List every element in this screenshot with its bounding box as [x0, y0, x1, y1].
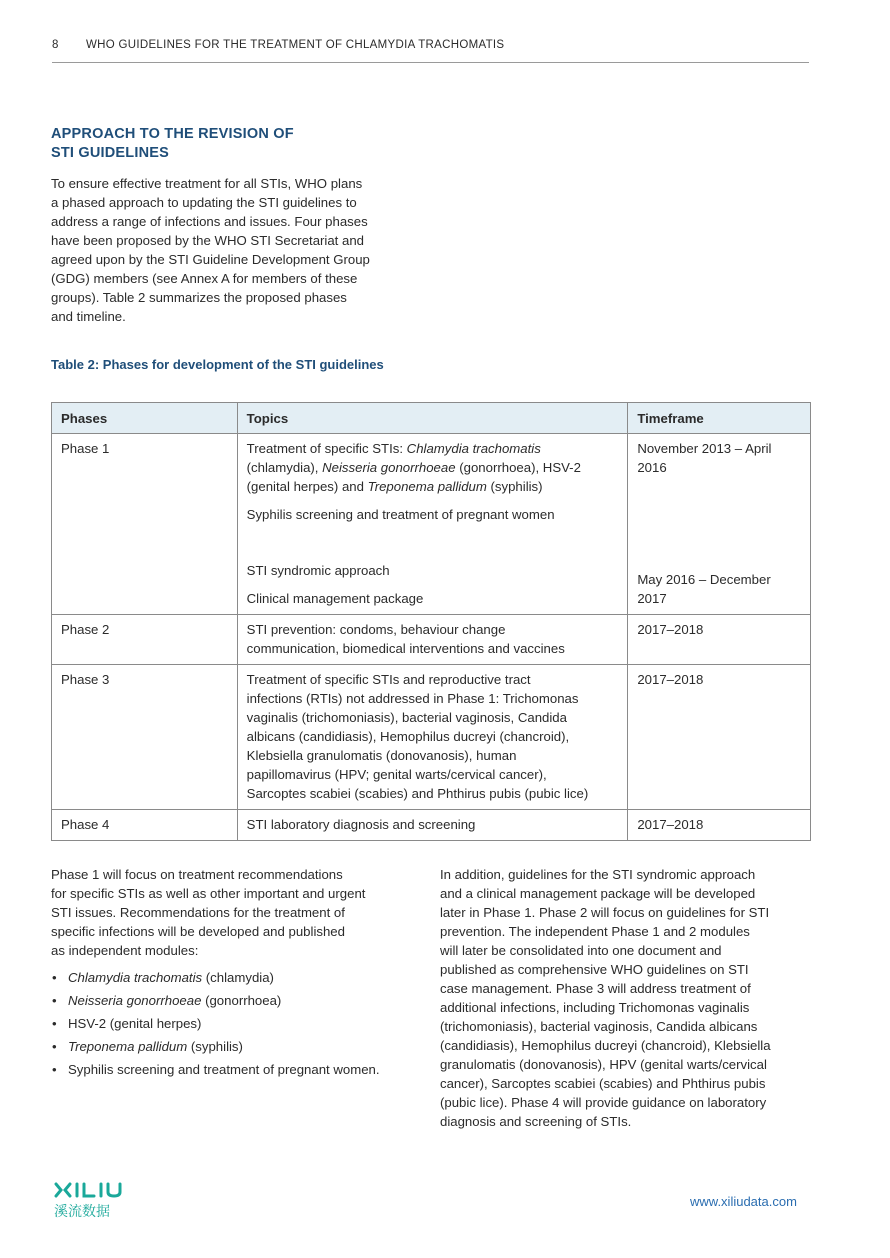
intro-line: have been proposed by the WHO STI Secretariat and: [51, 233, 365, 248]
topic-cell: [237, 615, 628, 665]
phase-cell: Phase 1: [52, 434, 238, 615]
table-row: [52, 810, 811, 841]
topic-text: Treatment of specific STIs:: [246, 441, 407, 456]
table-header-row: [52, 403, 811, 434]
body-line: diagnosis and screening of STIs.: [440, 1114, 632, 1129]
body-line: specific infections will be developed and published: [51, 924, 345, 939]
left-column: [51, 865, 431, 1083]
section-title: [51, 125, 391, 163]
topic-text: (gonorrhoea), HSV-2: [455, 460, 581, 475]
species-name: Treponema pallidum: [68, 1039, 188, 1054]
body-line: later in Phase 1. Phase 2 will focus on guidelines for STI: [440, 905, 770, 920]
body-line: as independent modules:: [51, 943, 199, 958]
body-line: published as comprehensive WHO guidelines on STI: [440, 962, 749, 977]
body-line: (trichomoniasis), bacterial vaginosis, Candida albicans: [440, 1019, 758, 1034]
species-name: Chlamydia trachomatis: [406, 441, 541, 456]
topic-line: Clinical management package: [246, 591, 424, 606]
logo-cn-text: 溪流数据: [54, 1204, 110, 1220]
header-divider: [52, 62, 809, 63]
species-name: Treponema pallidum: [367, 479, 487, 494]
intro-line: and timeline.: [51, 309, 126, 324]
module-list: [51, 968, 431, 1079]
intro-line: To ensure effective treatment for all STIs, WHO plans: [51, 176, 363, 191]
phases-table: [51, 402, 811, 841]
list-item: [51, 968, 431, 987]
topic-text: (genital herpes) and: [246, 479, 368, 494]
body-line: (candidiasis), Hemophilus ducreyi (chancroid), Klebsiella: [440, 1038, 771, 1053]
body-line: cancer), Sarcoptes scabiei (scabies) and Phthirus pubis: [440, 1076, 766, 1091]
intro-line: groups). Table 2 summarizes the proposed phases: [51, 290, 347, 305]
table-caption: Table 2: Phases for development of the STI guidelines: [51, 357, 384, 372]
species-name: Neisseria gonorrhoeae: [68, 993, 202, 1008]
list-item-text: (gonorrhoea): [201, 993, 282, 1008]
timeframe-cell: 2017–2018: [628, 810, 811, 841]
header-timeframe: Timeframe: [628, 403, 811, 434]
timeframe-cell: [628, 434, 811, 615]
phase-cell: Phase 4: [52, 810, 238, 841]
topic-line: Klebsiella granulomatis (donovanosis), human: [246, 748, 517, 763]
page-number: 8: [52, 39, 59, 51]
logo-mark-icon: [52, 1176, 142, 1220]
body-line: granulomatis (donovanosis), HPV (genital warts/cervical: [440, 1057, 767, 1072]
topic-line: Syphilis screening and treatment of pregnant women: [246, 507, 555, 522]
right-column: [440, 865, 812, 1131]
topic-line: [247, 439, 619, 458]
list-item-text: (syphilis): [187, 1039, 243, 1054]
intro-paragraph: [51, 174, 411, 326]
header-phases: Phases: [52, 403, 238, 434]
list-item: [51, 1060, 431, 1079]
intro-line: address a range of infections and issues. Four phases: [51, 214, 368, 229]
running-title: WHO GUIDELINES FOR THE TREATMENT OF CHLAMYDIA TRACHOMATIS: [86, 39, 505, 51]
phase-cell: Phase 2: [52, 615, 238, 665]
species-name: Chlamydia trachomatis: [68, 970, 203, 985]
topic-line: STI syndromic approach: [246, 563, 390, 578]
intro-line: a phased approach to updating the STI guidelines to: [51, 195, 357, 210]
topic-cell: STI laboratory diagnosis and screening: [237, 810, 628, 841]
list-item: [51, 1037, 431, 1056]
section-title-line: APPROACH TO THE REVISION OF: [51, 126, 294, 142]
body-line: prevention. The independent Phase 1 and 2 modules: [440, 924, 750, 939]
timeframe-cell: 2017–2018: [628, 615, 811, 665]
topic-line: Treatment of specific STIs and reproductive tract: [246, 672, 531, 687]
timeframe-line: May 2016 – December: [637, 572, 771, 587]
body-line: In addition, guidelines for the STI syndromic approach: [440, 867, 756, 882]
topic-line: papillomavirus (HPV; genital warts/cervical cancer),: [246, 767, 547, 782]
topic-line: Sarcoptes scabiei (scabies) and Phthirus pubis (pubic lice): [246, 786, 589, 801]
timeframe-cell: 2017–2018: [628, 665, 811, 810]
body-line: Phase 1 will focus on treatment recommendations: [51, 867, 343, 882]
intro-line: (GDG) members (see Annex A for members of these: [51, 271, 358, 286]
body-line: additional infections, including Trichomonas vaginalis: [440, 1000, 750, 1015]
body-line: for specific STIs as well as other important and urgent: [51, 886, 366, 901]
topic-line: vaginalis (trichomoniasis), bacterial vaginosis, Candida: [246, 710, 567, 725]
table-row: [52, 434, 811, 615]
topic-line: infections (RTIs) not addressed in Phase 1: Trichomonas: [246, 691, 579, 706]
topic-line: [247, 458, 619, 477]
timeframe-line: 2016: [637, 460, 667, 475]
footer-url-link[interactable]: www.xiliudata.com: [690, 1194, 797, 1209]
topic-cell: [237, 434, 628, 615]
phase-cell: Phase 3: [52, 665, 238, 810]
timeframe-line: 2017: [637, 591, 667, 606]
table-row: [52, 615, 811, 665]
topic-line: albicans (candidiasis), Hemophilus ducreyi (chancroid),: [246, 729, 570, 744]
body-line: case management. Phase 3 will address treatment of: [440, 981, 751, 996]
intro-line: agreed upon by the STI Guideline Development Group: [51, 252, 370, 267]
topic-cell: [237, 665, 628, 810]
body-line: will later be consolidated into one document and: [440, 943, 722, 958]
topic-text: (chlamydia),: [246, 460, 323, 475]
body-line: STI issues. Recommendations for the treatment of: [51, 905, 345, 920]
topic-line: [247, 477, 619, 496]
table-row: [52, 665, 811, 810]
xiliu-logo: [52, 1176, 142, 1220]
list-item-text: HSV-2 (genital herpes): [68, 1016, 202, 1031]
topic-line: STI prevention: condoms, behaviour change: [246, 622, 506, 637]
topic-text: (syphilis): [486, 479, 543, 494]
list-item: [51, 991, 431, 1010]
list-item-text: (chlamydia): [202, 970, 274, 985]
species-name: Neisseria gonorrhoeae: [322, 460, 456, 475]
list-item: [51, 1014, 431, 1033]
body-line: (pubic lice). Phase 4 will provide guidance on laboratory: [440, 1095, 767, 1110]
list-item-text: Syphilis screening and treatment of pregnant women.: [68, 1062, 380, 1077]
header-topics: Topics: [237, 403, 628, 434]
topic-line: communication, biomedical interventions and vaccines: [246, 641, 565, 656]
timeframe-line: November 2013 – April: [637, 441, 772, 456]
body-line: and a clinical management package will be developed: [440, 886, 756, 901]
section-title-line: STI GUIDELINES: [51, 145, 170, 161]
